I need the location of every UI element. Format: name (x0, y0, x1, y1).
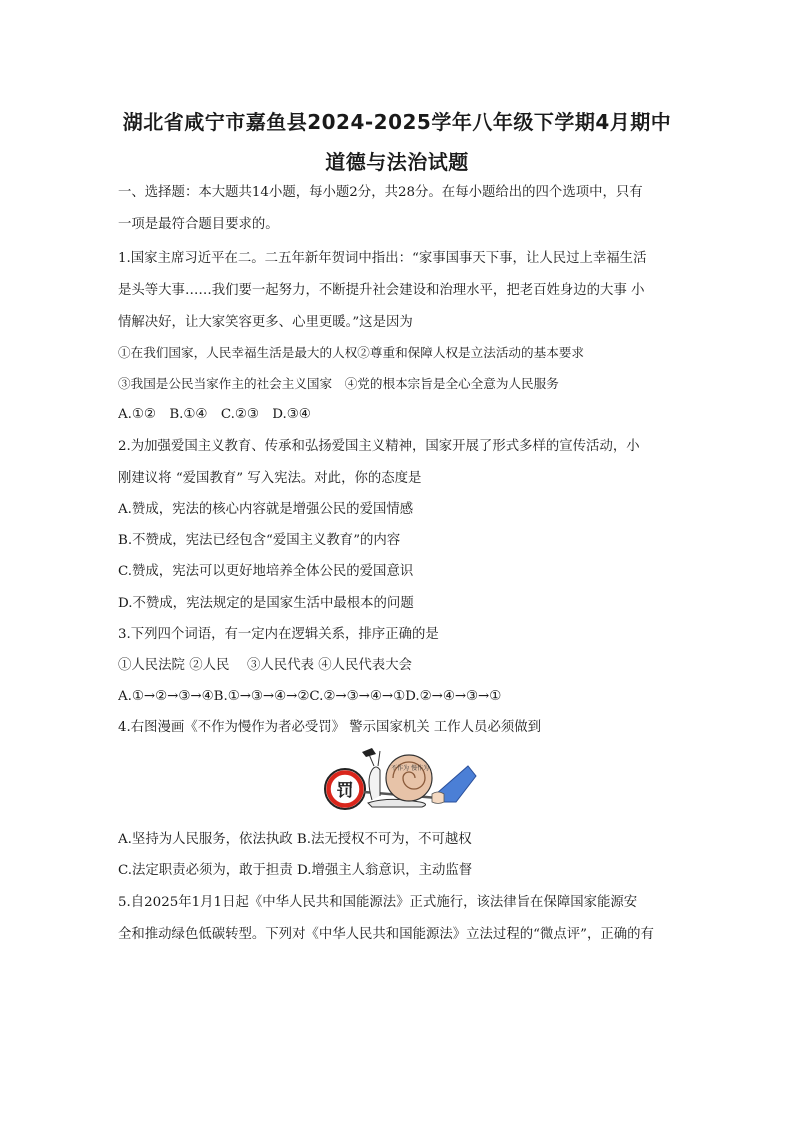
section-instructions-cont: 一项是最符合题目要求的。 (118, 217, 279, 232)
question-2-stem: 2.为加强爱国主义教育、传承和弘扬爱国主义精神，国家开展了形式多样的宣传活动，小 (118, 439, 640, 454)
question-4-options-ab: A.坚持为人民服务，依法执政 B.法无授权不可为，不可越权 (118, 832, 472, 847)
exam-subtitle: 道德与法治试题 (325, 150, 469, 174)
penalty-sign-text: 罚 (336, 781, 354, 801)
snail-icon (362, 748, 432, 807)
question-1-statement-a: ①在我们国家，人民幸福生活是最大的人权②尊重和保障人权是立法活动的基本要求 (118, 345, 584, 360)
question-5-stem-cont: 全和推动绿色低碳转型。下列对《中华人民共和国能源法》立法过程的“微点评”，正确的有 (118, 927, 654, 942)
snail-cartoon-image (320, 740, 480, 815)
question-1-options: A.①② B.①④ C.②③ D.③④ (118, 407, 311, 422)
exam-title: 湖北省咸宁市嘉鱼县2024-2025学年八年级下学期4月期中 (122, 110, 672, 134)
question-3-items: ①人民法院 ②人民 ③人民代表 ④人民代表大会 (118, 658, 412, 673)
question-2-option-b: B.不赞成，宪法已经包含“爱国主义教育”的内容 (118, 533, 401, 548)
question-5-stem: 5.自2025年1月1日起《中华人民共和国能源法》正式施行，该法律旨在保障国家能源安 (118, 895, 638, 910)
question-2-option-a: A.赞成，宪法的核心内容就是增强公民的爱国情感 (118, 502, 414, 517)
question-2-option-d: D.不赞成，宪法规定的是国家生活中最根本的问题 (118, 596, 414, 611)
question-2-stem-cont: 刚建议将 “爱国教育” 写入宪法。对此，你的态度是 (118, 471, 422, 486)
question-1-statement-b: ③我国是公民当家作主的社会主义国家 ④党的根本宗旨是全心全意为人民服务 (118, 376, 559, 391)
question-4-stem: 4.右图漫画《不作为慢作为者必受罚》 警示国家机关 工作人员必须做到 (118, 720, 542, 735)
snail-shell-text: 不作为 慢作为 (391, 765, 429, 772)
hand-icon (432, 766, 476, 804)
question-2-option-c: C.赞成，宪法可以更好地培养全体公民的爱国意识 (118, 564, 414, 579)
question-1-stem: 1.国家主席习近平在二。二五年新年贺词中指出：“家事国事天下事，让人民过上幸福生活 (118, 251, 647, 266)
question-1-stem-end: 情解决好，让大家笑容更多、心里更暖。”这是因为 (118, 315, 413, 330)
question-3-options: A.①→②→③→④B.①→③→④→②C.②→③→④→①D.②→④→③→① (118, 689, 502, 704)
question-1-stem-cont: 是头等大事……我们要一起努力，不断提升社会建设和治理水平，把老百姓身边的大事 小 (118, 283, 645, 298)
question-3-stem: 3.下列四个词语，有一定内在逻辑关系，排序正确的是 (118, 627, 439, 642)
section-instructions: 一、选择题：本大题共14小题，每小题2分，共28分。在每小题给出的四个选项中，只有 (118, 185, 643, 200)
question-4-options-cd: C.法定职责必须为，敢于担责 D.增强主人翁意识，主动监督 (118, 863, 473, 878)
